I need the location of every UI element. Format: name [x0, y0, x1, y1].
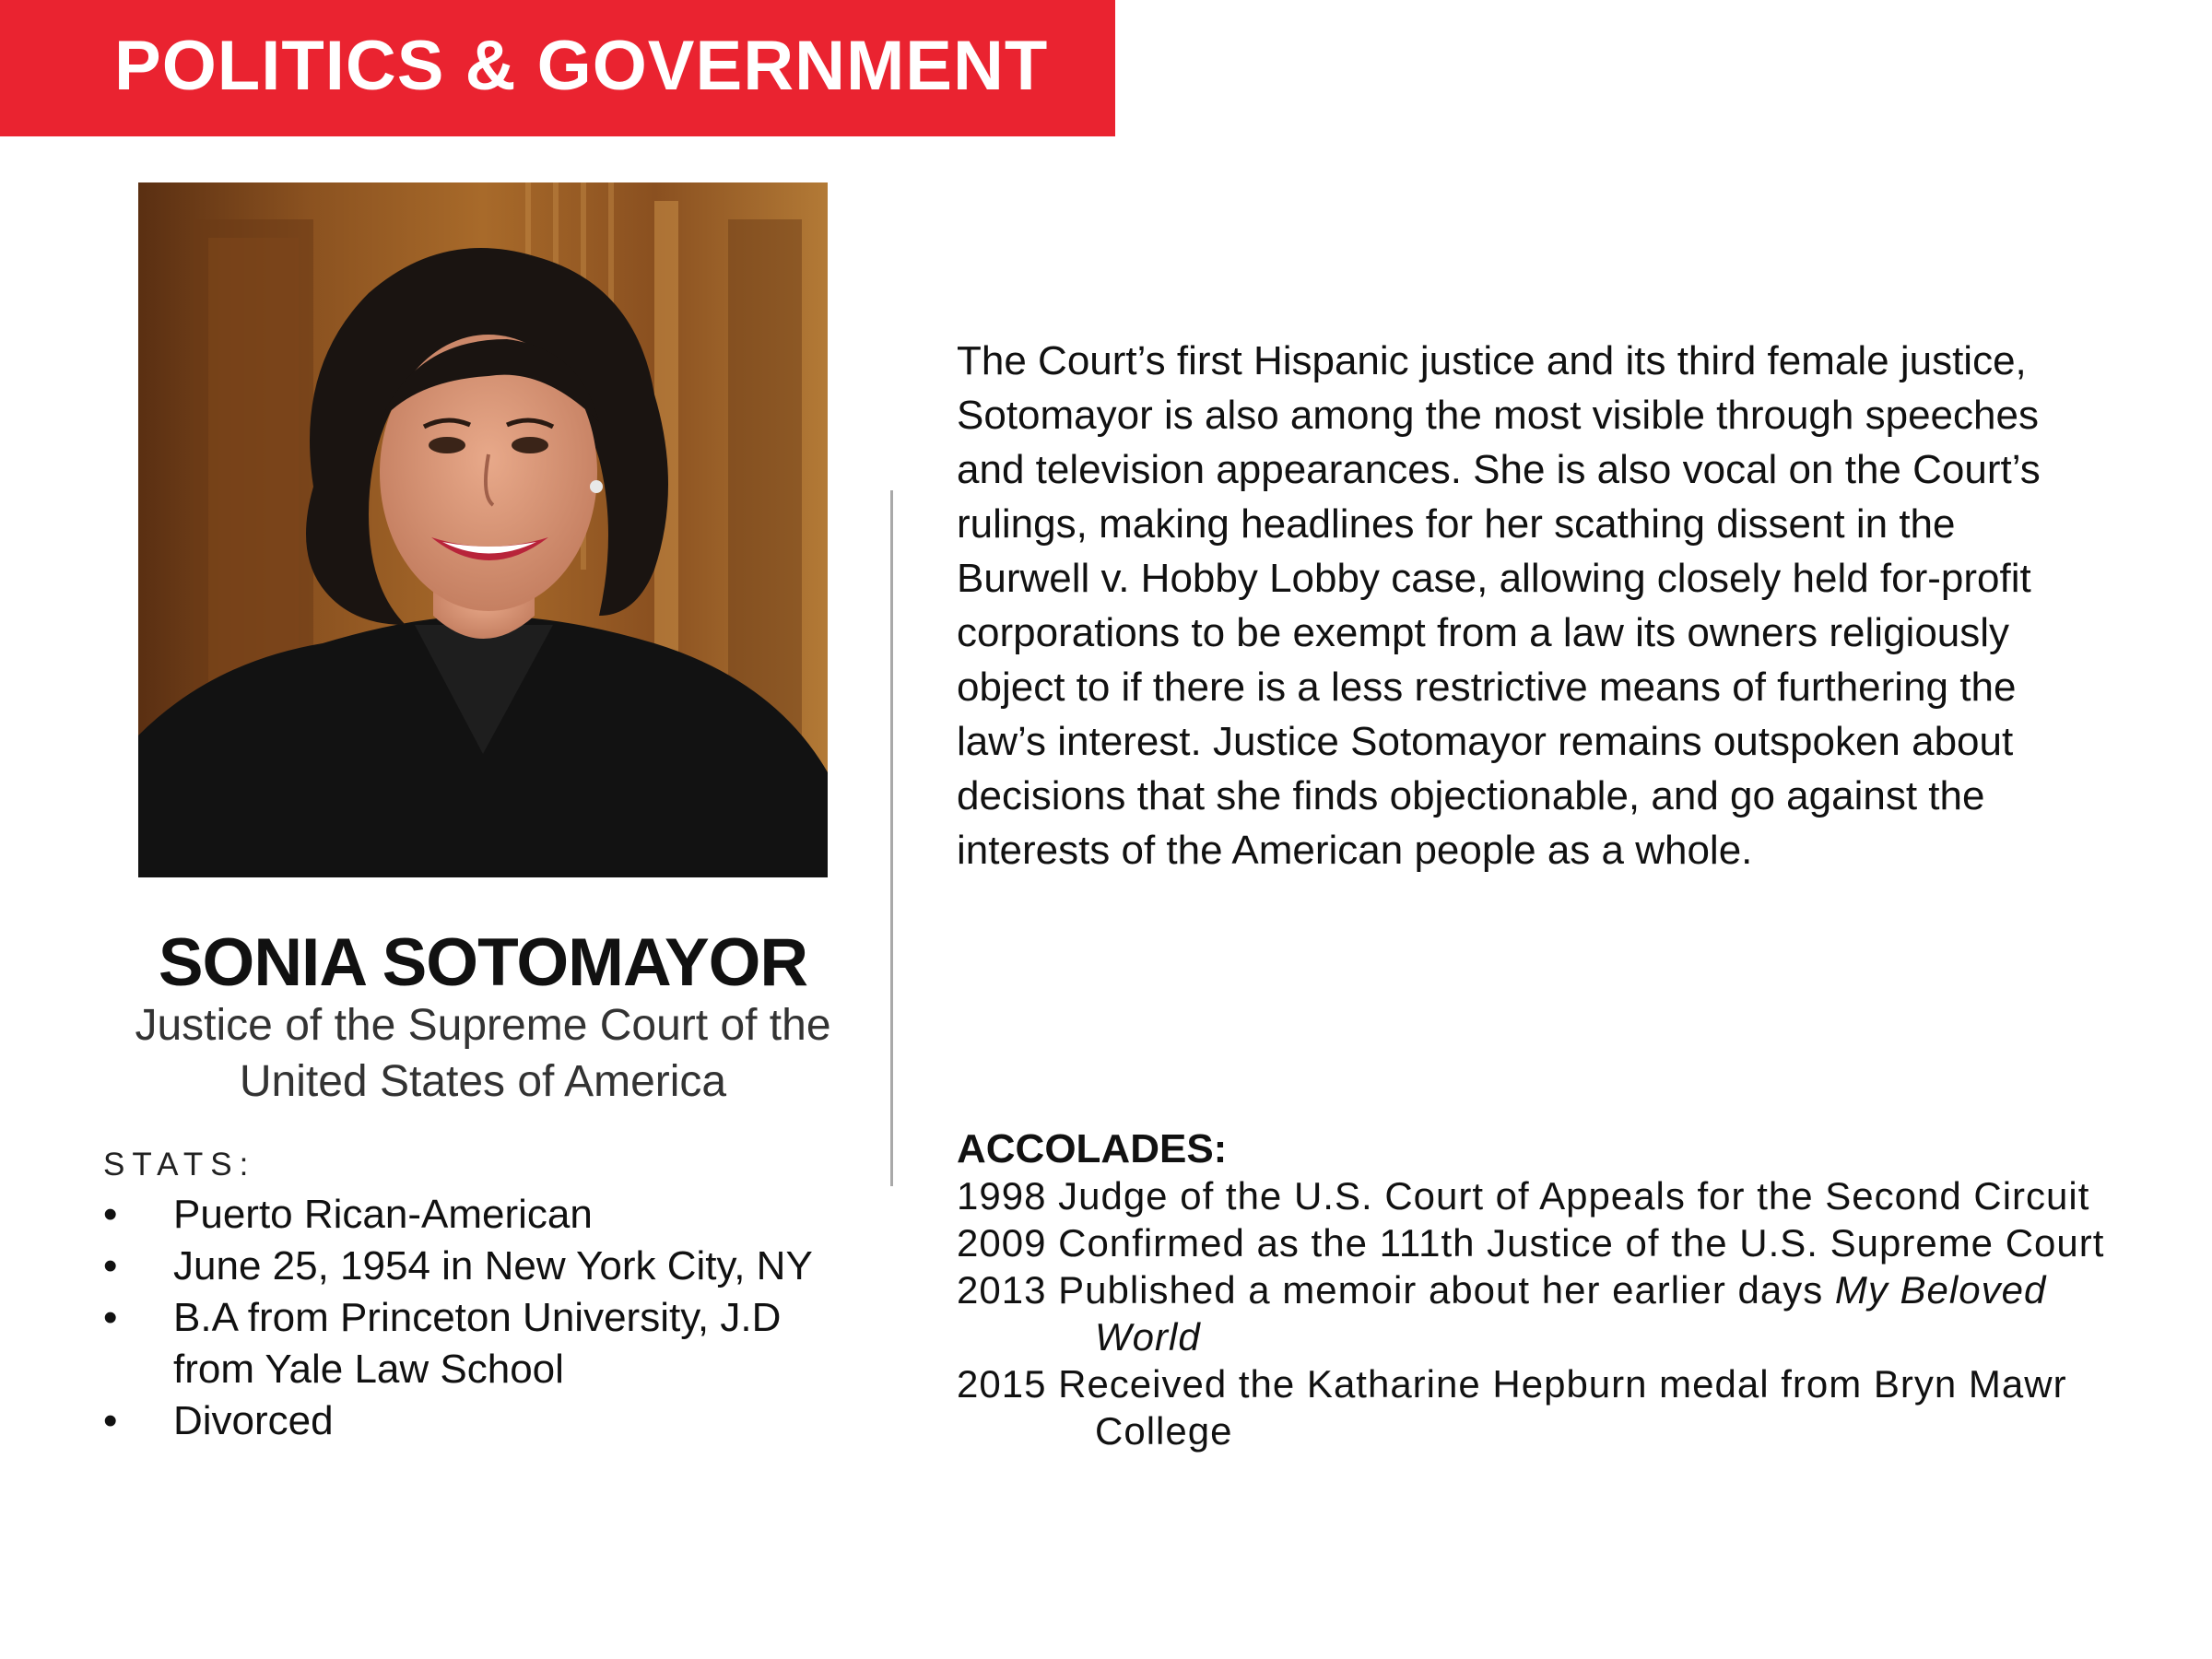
accolades-list	[957, 1172, 2127, 1454]
accolade-year: 1998	[957, 1174, 1047, 1218]
person-title-line-1: Justice of the Supreme Court of the	[135, 1001, 831, 1050]
accolade-text: Received the Katharine Hepburn medal from Bryn Mawr College	[1058, 1362, 2067, 1453]
category-title: POLITICS & GOVERNMENT	[114, 27, 1049, 105]
accolades-heading: ACCOLADES:	[957, 1126, 1228, 1171]
accolade-item	[957, 1266, 2127, 1360]
accolade-year: 2015	[957, 1362, 1047, 1406]
stats-label: STATS:	[103, 1147, 256, 1182]
stat-item	[103, 1292, 822, 1395]
bullet-icon: •	[103, 1398, 118, 1443]
accolade-item	[957, 1360, 2127, 1454]
stat-text: June 25, 1954 in New York City, NY	[173, 1243, 813, 1288]
stat-item	[103, 1241, 822, 1292]
stat-text: B.A from Princeton University, J.D from Yale Law School	[173, 1295, 782, 1392]
accolade-text: Confirmed as the 111th Justice of the U.S. Supreme Court	[1058, 1221, 2105, 1265]
accolade-text: Published a memoir about her earlier days	[1058, 1268, 1824, 1312]
accolade-text: Judge of the U.S. Court of Appeals for the Second Circuit	[1058, 1174, 2090, 1218]
memoir-title: My Beloved World	[1095, 1268, 2047, 1359]
bullet-icon: •	[103, 1243, 118, 1288]
column-divider	[890, 490, 893, 1186]
category-banner	[0, 0, 1115, 136]
accolade-item	[957, 1172, 2127, 1219]
stat-text: Puerto Rican-American	[173, 1192, 593, 1237]
biography-paragraph: The Court’s first Hispanic justice and its third female justice, Sotomayor is also among the most visible through speeches and television appearances. She is also vocal on the Court’s rulings, making headlines for her scathing dissent in the Burwell v. Hobby Lobby case, allowing closely held for-profit corporations to be exempt from a law its owners religiously object to if there is a less restrictive means of furthering the law’s interest. Justice Sotomayor remains outspoken about decisions that she finds objectionable, and go against the interests of the American people as a whole.	[957, 338, 2041, 873]
accolade-year: 2009	[957, 1221, 1047, 1265]
accolade-item	[957, 1219, 2127, 1266]
stat-text: Divorced	[173, 1398, 334, 1443]
person-title-line-2: United States of America	[239, 1057, 727, 1106]
stats-list	[103, 1189, 822, 1447]
stat-item	[103, 1395, 822, 1447]
accolade-year: 2013	[957, 1268, 1047, 1312]
portrait-photo	[138, 182, 828, 877]
person-name: SONIA SOTOMAYOR	[158, 925, 808, 1000]
stat-item	[103, 1189, 822, 1241]
bullet-icon: •	[103, 1295, 118, 1340]
bullet-icon: •	[103, 1192, 118, 1237]
